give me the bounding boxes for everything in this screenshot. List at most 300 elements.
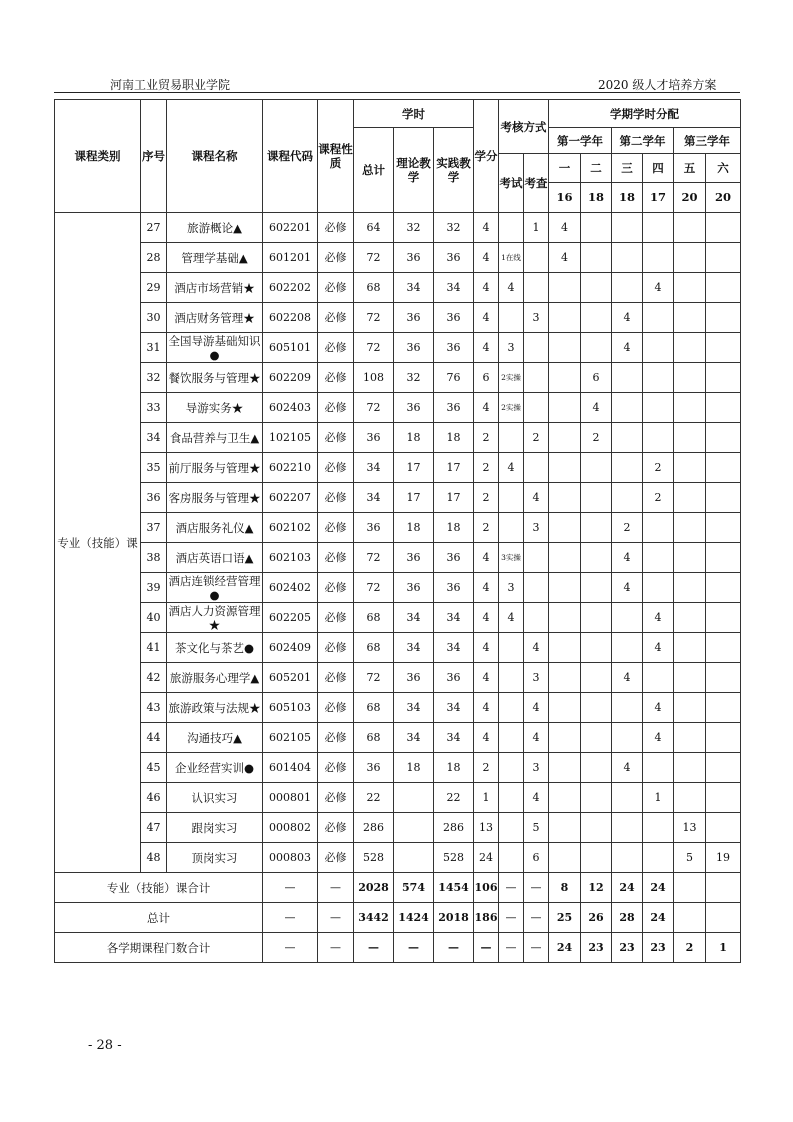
- row-credit: 24: [474, 843, 499, 873]
- row-check: 3: [524, 303, 549, 333]
- row-semester-5: [674, 603, 706, 633]
- row-semester-3: 4: [612, 573, 643, 603]
- row-total: 72: [354, 543, 394, 573]
- row-name: 酒店连锁经营管理●: [168, 573, 261, 602]
- semester-weeks: 18: [618, 190, 635, 204]
- row-semester-1: [549, 363, 581, 393]
- row-credit: 4: [474, 303, 499, 333]
- row-code: 602102: [263, 513, 318, 543]
- semester-weeks: 17: [649, 190, 666, 204]
- row-name: 食品营养与卫生▲: [167, 423, 263, 453]
- row-theory: 34: [394, 603, 434, 633]
- summary-semester-4: 24: [643, 873, 674, 903]
- header-semester-dist: 学期学时分配: [549, 100, 741, 128]
- row-name: 旅游概论▲: [167, 213, 263, 243]
- row-seq: 35: [141, 453, 167, 483]
- row-theory: 17: [394, 483, 434, 513]
- row-credit: 4: [474, 723, 499, 753]
- row-nature: 必修: [318, 243, 354, 273]
- table-row: [55, 573, 741, 603]
- row-code: 605103: [263, 693, 318, 723]
- summary-semester-6: 1: [706, 933, 741, 963]
- row-check: [524, 393, 549, 423]
- summary-total: —: [354, 933, 394, 963]
- row-name: 酒店人力资源管理★: [168, 603, 261, 632]
- summary-exam: —: [499, 873, 524, 903]
- row-semester-4: 1: [643, 783, 674, 813]
- row-semester-5: [674, 723, 706, 753]
- row-practice: 76: [434, 363, 474, 393]
- table-row: [55, 633, 741, 663]
- row-seq: 39: [141, 573, 167, 603]
- row-semester-6: [706, 333, 741, 363]
- row-semester-1: [549, 513, 581, 543]
- table-row: [55, 243, 741, 273]
- row-name: 酒店市场营销★: [167, 273, 263, 303]
- summary-credit: 186: [474, 903, 499, 933]
- row-semester-4: [643, 663, 674, 693]
- row-nature: 必修: [318, 513, 354, 543]
- row-seq: 27: [141, 213, 167, 243]
- row-semester-4: [643, 393, 674, 423]
- row-practice: 34: [434, 633, 474, 663]
- row-semester-3: [612, 363, 643, 393]
- table-row: [55, 483, 741, 513]
- summary-semester-4: 23: [643, 933, 674, 963]
- row-theory: 36: [394, 543, 434, 573]
- summary-semester-6: [706, 873, 741, 903]
- row-theory: [394, 843, 434, 873]
- row-code: 602105: [263, 723, 318, 753]
- row-semester-5: [674, 513, 706, 543]
- row-credit: 4: [474, 333, 499, 363]
- row-semester-4: [643, 423, 674, 453]
- row-code: 602208: [263, 303, 318, 333]
- row-name: 餐饮服务与管理★: [167, 363, 263, 393]
- row-credit: 4: [474, 213, 499, 243]
- summary-semester-2: 26: [581, 903, 612, 933]
- row-semester-2: [581, 783, 612, 813]
- summary-nature: —: [318, 903, 354, 933]
- row-semester-2: 2: [581, 423, 612, 453]
- row-semester-6: [706, 573, 741, 603]
- row-check: 4: [524, 483, 549, 513]
- table-row: [55, 213, 741, 243]
- row-theory: 36: [394, 393, 434, 423]
- row-seq: 41: [141, 633, 167, 663]
- row-practice: 528: [434, 843, 474, 873]
- row-check: 6: [524, 843, 549, 873]
- row-semester-2: [581, 483, 612, 513]
- row-code: 602103: [263, 543, 318, 573]
- row-semester-3: [612, 693, 643, 723]
- row-practice: 34: [434, 603, 474, 633]
- row-seq: 48: [141, 843, 167, 873]
- row-credit: 4: [474, 633, 499, 663]
- row-semester-2: [581, 603, 612, 633]
- row-theory: 36: [394, 243, 434, 273]
- row-nature: 必修: [318, 483, 354, 513]
- table-row: [55, 363, 741, 393]
- row-check: 4: [524, 693, 549, 723]
- semester-label: 二: [581, 154, 611, 183]
- row-code: 602207: [263, 483, 318, 513]
- table-row: [55, 813, 741, 843]
- row-semester-6: [706, 603, 741, 633]
- header-year2: 第二学年: [612, 128, 674, 154]
- header-institution: 河南工业贸易职业学院: [110, 78, 231, 92]
- header-check: 考查: [524, 154, 549, 213]
- row-practice: 34: [434, 723, 474, 753]
- row-exam: 3: [499, 333, 524, 363]
- row-check: 2: [524, 423, 549, 453]
- row-semester-2: [581, 753, 612, 783]
- row-semester-2: [581, 543, 612, 573]
- row-check: [524, 243, 549, 273]
- row-semester-1: 4: [549, 213, 581, 243]
- row-semester-4: [643, 303, 674, 333]
- summary-credit: —: [474, 933, 499, 963]
- row-exam: 4: [499, 453, 524, 483]
- row-total: 68: [354, 603, 394, 633]
- row-total: 64: [354, 213, 394, 243]
- row-credit: 2: [474, 753, 499, 783]
- header-assessment: 考核方式: [499, 100, 549, 154]
- row-name: 跟岗实习: [167, 813, 263, 843]
- header-doc-title: 2020 级人才培养方案: [598, 78, 717, 92]
- row-semester-5: [674, 303, 706, 333]
- row-semester-1: [549, 693, 581, 723]
- row-name: 前厅服务与管理★: [167, 453, 263, 483]
- row-name: 全国导游基础知识●: [168, 333, 261, 362]
- row-exam: [499, 723, 524, 753]
- row-semester-1: [549, 393, 581, 423]
- row-seq: 28: [141, 243, 167, 273]
- row-practice: 36: [434, 573, 474, 603]
- row-semester-2: [581, 633, 612, 663]
- summary-row: [55, 933, 741, 963]
- row-semester-6: [706, 213, 741, 243]
- row-nature: 必修: [318, 333, 354, 363]
- row-theory: 34: [394, 693, 434, 723]
- row-practice: 36: [434, 333, 474, 363]
- row-semester-4: [643, 213, 674, 243]
- row-exam: 4: [499, 273, 524, 303]
- row-semester-1: [549, 483, 581, 513]
- semester-label: 五: [674, 154, 705, 183]
- row-practice: 34: [434, 273, 474, 303]
- header-semester-2: [581, 154, 612, 213]
- row-total: 68: [354, 273, 394, 303]
- row-name: 认识实习: [167, 783, 263, 813]
- row-semester-3: 4: [612, 663, 643, 693]
- row-theory: 34: [394, 633, 434, 663]
- summary-theory: 574: [394, 873, 434, 903]
- header-semester-6: [706, 154, 741, 213]
- row-semester-6: [706, 423, 741, 453]
- table-row: [55, 663, 741, 693]
- row-semester-5: 5: [674, 843, 706, 873]
- row-semester-4: [643, 333, 674, 363]
- row-code: 602209: [263, 363, 318, 393]
- row-semester-5: [674, 663, 706, 693]
- row-semester-5: [674, 633, 706, 663]
- row-semester-3: 4: [612, 303, 643, 333]
- row-semester-6: [706, 723, 741, 753]
- row-seq: 38: [141, 543, 167, 573]
- row-semester-4: 4: [643, 723, 674, 753]
- row-credit: 13: [474, 813, 499, 843]
- summary-semester-1: 8: [549, 873, 581, 903]
- row-semester-4: 2: [643, 483, 674, 513]
- row-semester-2: [581, 813, 612, 843]
- header-hours: 学时: [354, 100, 474, 128]
- header-semester-3: [612, 154, 643, 213]
- summary-semester-3: 23: [612, 933, 643, 963]
- row-semester-4: 4: [643, 633, 674, 663]
- row-semester-3: [612, 603, 643, 633]
- row-seq: 37: [141, 513, 167, 543]
- row-semester-6: [706, 543, 741, 573]
- row-seq: 46: [141, 783, 167, 813]
- row-credit: 2: [474, 513, 499, 543]
- row-nature: 必修: [318, 753, 354, 783]
- row-semester-1: [549, 753, 581, 783]
- summary-exam: —: [499, 933, 524, 963]
- row-exam: [499, 783, 524, 813]
- row-theory: 34: [394, 723, 434, 753]
- row-theory: 36: [394, 663, 434, 693]
- row-code: 602205: [263, 603, 318, 633]
- table-row: [55, 513, 741, 543]
- semester-label: 六: [706, 154, 740, 183]
- row-semester-5: [674, 693, 706, 723]
- summary-label: 总计: [55, 903, 263, 933]
- summary-semester-3: 28: [612, 903, 643, 933]
- row-semester-4: [643, 243, 674, 273]
- row-check: [524, 363, 549, 393]
- row-practice: 36: [434, 393, 474, 423]
- row-seq: 47: [141, 813, 167, 843]
- row-total: 34: [354, 453, 394, 483]
- row-semester-1: [549, 633, 581, 663]
- row-semester-3: [612, 393, 643, 423]
- header-semester-1: [549, 154, 581, 213]
- row-semester-3: [612, 813, 643, 843]
- row-check: 5: [524, 813, 549, 843]
- summary-check: —: [524, 873, 549, 903]
- row-check: [524, 453, 549, 483]
- row-practice: 36: [434, 543, 474, 573]
- row-semester-2: [581, 573, 612, 603]
- row-practice: 17: [434, 453, 474, 483]
- row-semester-5: [674, 483, 706, 513]
- row-name: 客房服务与管理★: [167, 483, 263, 513]
- row-total: 34: [354, 483, 394, 513]
- row-practice: 286: [434, 813, 474, 843]
- row-semester-2: [581, 243, 612, 273]
- row-seq: 34: [141, 423, 167, 453]
- row-semester-2: [581, 513, 612, 543]
- row-semester-4: 4: [643, 603, 674, 633]
- row-semester-3: [612, 783, 643, 813]
- row-credit: 4: [474, 693, 499, 723]
- row-total: 36: [354, 753, 394, 783]
- row-practice: 36: [434, 663, 474, 693]
- row-semester-1: [549, 333, 581, 363]
- row-total: 72: [354, 243, 394, 273]
- header-year3: 第三学年: [674, 128, 741, 154]
- row-semester-3: [612, 213, 643, 243]
- row-nature: 必修: [318, 663, 354, 693]
- row-theory: [394, 813, 434, 843]
- row-theory: 18: [394, 513, 434, 543]
- row-semester-2: [581, 663, 612, 693]
- row-total: 68: [354, 633, 394, 663]
- row-check: 4: [524, 783, 549, 813]
- row-practice: 36: [434, 303, 474, 333]
- summary-theory: —: [394, 933, 434, 963]
- row-name: 酒店服务礼仪▲: [167, 513, 263, 543]
- table-row: [55, 543, 741, 573]
- row-nature: 必修: [318, 363, 354, 393]
- row-exam: 1在线: [499, 243, 524, 273]
- summary-semester-5: [674, 903, 706, 933]
- row-nature: 必修: [318, 633, 354, 663]
- row-semester-1: [549, 573, 581, 603]
- row-semester-3: [612, 453, 643, 483]
- summary-label: 各学期课程门数合计: [55, 933, 263, 963]
- row-nature: 必修: [318, 813, 354, 843]
- row-name: 酒店英语口语▲: [167, 543, 263, 573]
- summary-check: —: [524, 903, 549, 933]
- row-nature: 必修: [318, 603, 354, 633]
- row-check: [524, 573, 549, 603]
- row-nature: 必修: [318, 423, 354, 453]
- header-name: 课程名称: [167, 100, 263, 213]
- row-name: 顶岗实习: [167, 843, 263, 873]
- row-exam: [499, 693, 524, 723]
- row-check: 3: [524, 663, 549, 693]
- header-credit: 学分: [474, 100, 499, 213]
- row-semester-5: [674, 783, 706, 813]
- row-exam: [499, 213, 524, 243]
- row-semester-6: [706, 693, 741, 723]
- row-semester-1: [549, 543, 581, 573]
- row-semester-5: [674, 213, 706, 243]
- row-exam: [499, 753, 524, 783]
- row-total: 36: [354, 513, 394, 543]
- row-practice: 34: [434, 693, 474, 723]
- row-seq: 33: [141, 393, 167, 423]
- row-theory: 17: [394, 453, 434, 483]
- row-code: 602210: [263, 453, 318, 483]
- summary-credit: 106: [474, 873, 499, 903]
- row-semester-5: [674, 273, 706, 303]
- row-semester-2: [581, 303, 612, 333]
- row-semester-2: [581, 273, 612, 303]
- summary-practice: —: [434, 933, 474, 963]
- row-exam: [499, 423, 524, 453]
- row-code: 602403: [263, 393, 318, 423]
- row-code: 102105: [263, 423, 318, 453]
- row-exam: 3: [499, 573, 524, 603]
- row-code: 000802: [263, 813, 318, 843]
- row-theory: 32: [394, 363, 434, 393]
- row-semester-6: [706, 813, 741, 843]
- row-semester-3: [612, 483, 643, 513]
- row-exam: [499, 513, 524, 543]
- row-semester-3: 4: [612, 753, 643, 783]
- table-row: [55, 693, 741, 723]
- row-practice: 36: [434, 243, 474, 273]
- semester-label: 三: [612, 154, 642, 183]
- summary-practice: 2018: [434, 903, 474, 933]
- row-semester-4: [643, 543, 674, 573]
- row-credit: 4: [474, 663, 499, 693]
- row-semester-4: [643, 573, 674, 603]
- row-semester-2: [581, 843, 612, 873]
- row-nature: 必修: [318, 783, 354, 813]
- row-semester-6: [706, 633, 741, 663]
- row-semester-4: [643, 843, 674, 873]
- semester-weeks: 16: [556, 190, 573, 204]
- row-nature: 必修: [318, 573, 354, 603]
- row-semester-5: 13: [674, 813, 706, 843]
- summary-theory: 1424: [394, 903, 434, 933]
- table-row: [55, 393, 741, 423]
- row-seq: 43: [141, 693, 167, 723]
- row-nature: 必修: [318, 723, 354, 753]
- row-check: 4: [524, 633, 549, 663]
- row-semester-6: [706, 393, 741, 423]
- row-theory: 18: [394, 423, 434, 453]
- row-practice: 22: [434, 783, 474, 813]
- row-practice: 18: [434, 423, 474, 453]
- row-practice: 18: [434, 513, 474, 543]
- row-seq: 32: [141, 363, 167, 393]
- row-total: 68: [354, 693, 394, 723]
- row-exam: 4: [499, 603, 524, 633]
- row-semester-6: [706, 483, 741, 513]
- row-semester-2: [581, 333, 612, 363]
- row-total: 36: [354, 423, 394, 453]
- header-semester-4: [643, 154, 674, 213]
- row-semester-4: [643, 813, 674, 843]
- table-row: [55, 753, 741, 783]
- row-theory: 36: [394, 573, 434, 603]
- row-practice: 17: [434, 483, 474, 513]
- row-credit: 2: [474, 483, 499, 513]
- row-code: 000801: [263, 783, 318, 813]
- row-semester-5: [674, 333, 706, 363]
- header-category: 课程类别: [55, 100, 141, 213]
- row-semester-5: [674, 423, 706, 453]
- row-code: 605201: [263, 663, 318, 693]
- summary-semester-2: 12: [581, 873, 612, 903]
- row-nature: 必修: [318, 843, 354, 873]
- row-theory: 34: [394, 273, 434, 303]
- row-theory: 32: [394, 213, 434, 243]
- row-check: 4: [524, 723, 549, 753]
- row-check: 3: [524, 513, 549, 543]
- row-semester-5: [674, 573, 706, 603]
- row-check: 3: [524, 753, 549, 783]
- row-credit: 4: [474, 543, 499, 573]
- row-semester-1: [549, 603, 581, 633]
- row-total: 72: [354, 303, 394, 333]
- row-check: 1: [524, 213, 549, 243]
